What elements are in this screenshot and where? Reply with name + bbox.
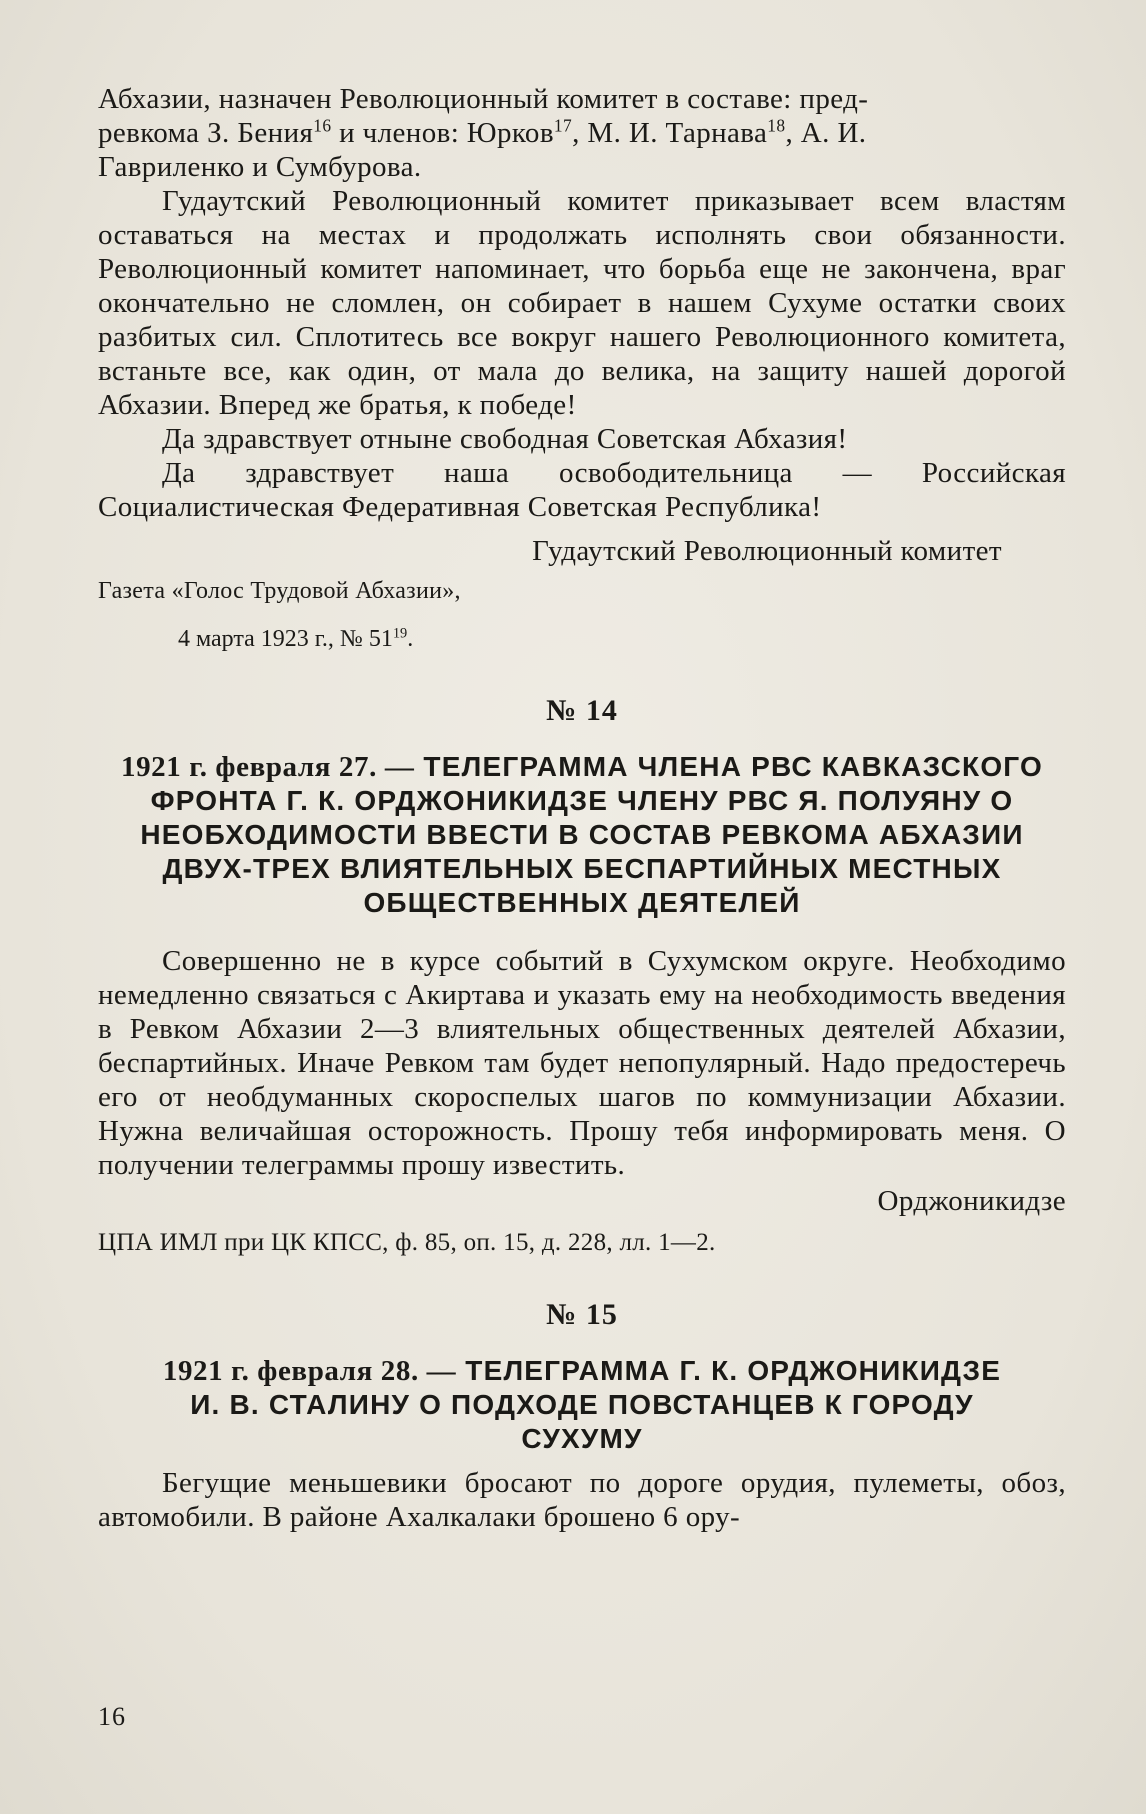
source-date-text: 4 марта 1923 г., № 51	[178, 626, 393, 652]
document-14-date: 1921 г. февраля 27. —	[120, 751, 415, 783]
document-14-archive-ref: ЦПА ИМЛ при ЦК КПСС, ф. 85, оп. 15, д. 228, лл. 1—2.	[98, 1229, 716, 1256]
footnote-ref: 16	[313, 115, 332, 136]
text-fragment: и членов: Юрков	[331, 117, 554, 149]
document-number-14: № 14	[546, 694, 618, 727]
source-citation-date	[178, 624, 1066, 654]
footnote-ref: 17	[553, 115, 573, 136]
text-line: Гавриленко и Сумбурова.	[98, 151, 422, 183]
period: .	[407, 626, 414, 652]
document-15-heading	[98, 1354, 1066, 1456]
text-fragment: , М. И. Тарнава	[572, 117, 768, 149]
footnote-ref: 19	[392, 625, 408, 642]
document-14-signature: Орджоникидзе	[877, 1185, 1066, 1217]
source-citation: Газета «Голос Трудовой Абхазии»,	[98, 578, 461, 604]
document-14-body: Совершенно не в курсе событий в Сухумском округе. Необходимо немедленно связаться с Акиртава и указать ему на необходимость введения в Ревком Абхазии 2—3 влиятельных общественных деятелей Абхазии, беспартийных. Иначе Ревком там будет непопулярный. Надо предостеречь его от необдуманных скороспелых шагов по коммунизации Абхазии. Нужна величайшая осторожность. Прошу тебя информировать меня. О получении телеграммы прошу известить.	[98, 945, 1066, 1181]
document-14-title: ТЕЛЕГРАММА ЧЛЕНА РВС КАВКАЗСКОГО ФРОНТА Г. К. ОРДЖОНИКИДЗЕ ЧЛЕНУ РВС Я. ПОЛУЯНУ О НЕОБХОДИМОСТИ ВВЕСТИ В СОСТАВ РЕВКОМА АБХАЗИИ ДВУХ-ТРЕХ ВЛИЯТЕЛЬНЫХ БЕСПАРТИЙНЫХ МЕСТНЫХ ОБЩЕСТВЕННЫХ ДЕЯТЕЛЕЙ	[140, 751, 1043, 918]
paragraph-slogan-1: Да здравствует отныне свободная Советская Абхазия!	[162, 423, 848, 455]
text-fragment: , А. И.	[785, 117, 867, 149]
document-15-title: ТЕЛЕГРАММА Г. К. ОРДЖОНИКИДЗЕ И. В. СТАЛИНУ О ПОДХОДЕ ПОВСТАНЦЕВ К ГОРОДУ СУХУМУ	[190, 1355, 1002, 1454]
paragraph-order: Гудаутский Революционный комитет приказывает всем властям оставаться на местах и продолжать исполнять свои обязанности. Революционный комитет напоминает, что борьба еще не закончена, враг окончательно не сломлен, он собирает в нашем Сухуме остатки своих разбитых сил. Сплотитесь все вокруг нашего Революционного комитета, встаньте все, как один, от мала до велика, на защиту нашей дорогой Абхазии. Вперед же братья, к победе!	[98, 185, 1066, 421]
document-15-body: Бегущие меньшевики бросают по дороге орудия, пулеметы, обоз, автомобили. В районе Ахалкалаки брошено 6 ору-	[98, 1467, 1066, 1533]
paragraph-slogan-2: Да здравствует наша освободительница — Российская Социалистическая Федеративная Советская Республика!	[98, 457, 1066, 523]
page-number: 16	[98, 1702, 126, 1731]
text-fragment: ревкома З. Бения	[98, 117, 314, 149]
signature-revcom: Гудаутский Революционный комитет	[532, 535, 1002, 567]
text-column	[98, 82, 1066, 1534]
document-15-date: 1921 г. февраля 28. —	[162, 1355, 457, 1387]
document-number-15: № 15	[546, 1298, 618, 1331]
text-line: Абхазии, назначен Революционный комитет в составе: пред-	[98, 83, 869, 115]
paragraph-revcom-composition	[98, 82, 1066, 184]
footnote-ref: 18	[767, 115, 786, 136]
document-14-heading	[98, 750, 1066, 920]
